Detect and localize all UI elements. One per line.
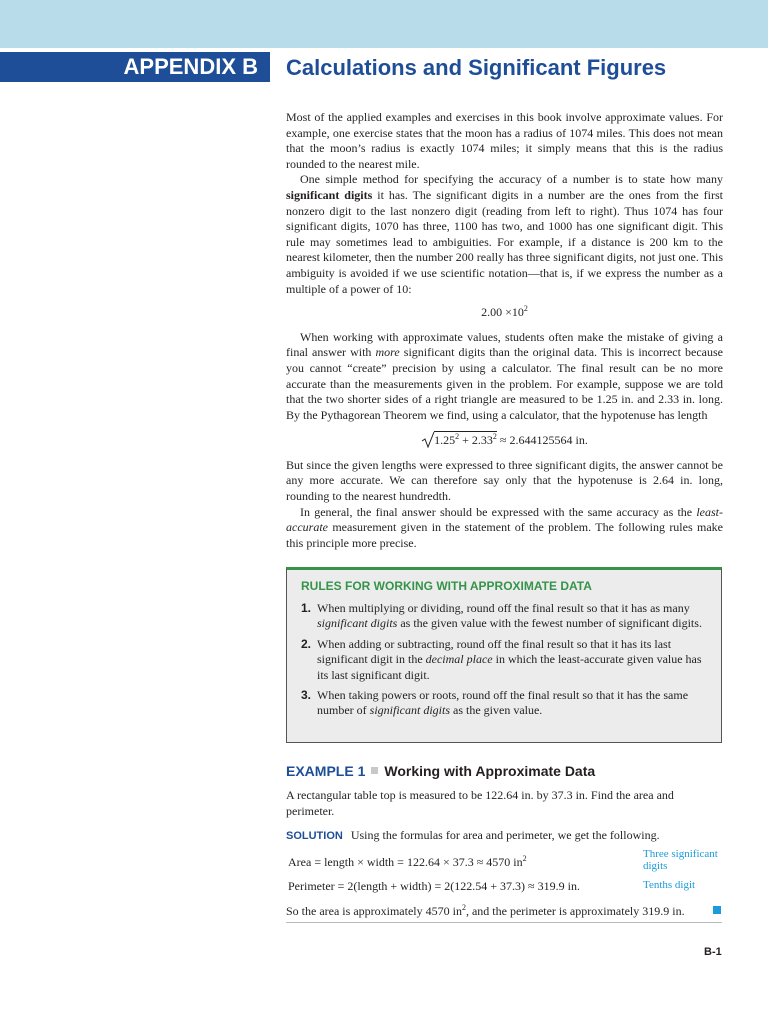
rule-item: 1. When multiplying or dividing, round off the final result so that it has as many significant digits as the given value with the fewest number of significant digits. — [301, 601, 702, 631]
area-equation: Area = length × width = 122.64 × 37.3 ≈ 4570 $in^2$ — [288, 854, 527, 869]
scientific-notation-formula: $2.00 \times 10^2$ — [481, 304, 528, 320]
end-of-example-icon — [713, 906, 721, 914]
example-statement: A rectangular table top is measured to be 122.64 in. by 37.3 in. Find the area and perimeter. — [286, 788, 674, 818]
perimeter-equation: Perimeter = 2(length + width) = 2(122.54 + 37.3) ≈ 319.9 in. — [288, 879, 580, 893]
rules-box — [286, 567, 722, 743]
paragraph-1: Most of the applied examples and exercises in this book involve approximate values. For example, one exercise states that the moon has a radius of 1074 miles. This does not mean that the moon’s radius is exactly 1074 miles; it simply means that this is the radius rounded to the nearest mile. — [286, 110, 723, 171]
example-title: Working with Approximate Data — [384, 763, 596, 779]
solution-line: SOLUTION Using the formulas for area and perimeter, we get the following. — [286, 828, 660, 842]
example-conclusion: So the area is approximately 4570 $in^2$, and the perimeter is approximately 319.9 in. — [286, 903, 685, 918]
square-bullet-icon — [371, 767, 378, 774]
main-text — [286, 110, 723, 551]
appendix-label: APPENDIX B — [0, 52, 270, 82]
paragraph-5: In general, the final answer should be expressed with the same accuracy as the least-accurate measurement given in the statement of the problem. The following rules make this principle more precise. — [286, 504, 723, 550]
hypotenuse-formula: $1.25^2 + 2.33^2 \approx 2.644125564$ in. — [286, 431, 723, 449]
example-number: EXAMPLE 1 — [286, 763, 366, 779]
rules-title: RULES FOR WORKING WITH APPROXIMATE DATA — [301, 579, 592, 593]
area-margin-note: Three significant digits — [643, 848, 718, 872]
paragraph-3: When working with approximate values, students often make the mistake of giving a final answer with more significant digits than the original data. This is incorrect because you cannot “create” precision by using a calculator. The final result can be no more accurate than the measurements given in the problem. For example, suppose we are told that the two shorter sides of a right triangle are measured to be 1.25 in. and 2.33 in. long. By the Pythagorean Theorem we find, using a calculator, that the hypotenuse has length — [286, 329, 723, 422]
paragraph-2: One simple method for specifying the accuracy of a number is to state how many significant digits it has. The significant digits in a number are the ones from the first nonzero digit to the last nonzero digit (reading from left to right). Thus 1074 has four significant digits, 1070 has three, 1100 has two, and 1000 has one significant digit. This rule may sometimes lead to ambiguities. For example, if a distance is 200 km to the nearest kilometer, then the number 200 really has three significant digits, not just one. This ambiguity is avoided if we use scientific notation—that is, if we express the number as a multiple of a power of 10: — [286, 172, 723, 296]
top-color-band — [0, 0, 768, 48]
page-title: Calculations and Significant Figures — [286, 55, 667, 80]
rule-item: 3. When taking powers or roots, round off the final result so that it has the same number of significant digits as the given value. — [301, 688, 689, 718]
solution-label: SOLUTION — [286, 830, 343, 842]
perimeter-margin-note: Tenths digit — [643, 879, 696, 891]
page-number: B-1 — [704, 946, 722, 958]
significant-digits-term: significant digits — [286, 187, 373, 202]
example-heading — [286, 763, 595, 779]
paragraph-4: But since the given lengths were expressed to three significant digits, the answer cannot be any more accurate. We can therefore say only that the hypotenuse is 2.64 in. long, rounding to the nearest hundredth. — [286, 457, 723, 504]
rule-item: 2. When adding or subtracting, round off the final result so that it has its last significant digit in the decimal place in which the least-accurate given value has its last significant digit. — [301, 636, 702, 682]
divider — [286, 922, 722, 923]
